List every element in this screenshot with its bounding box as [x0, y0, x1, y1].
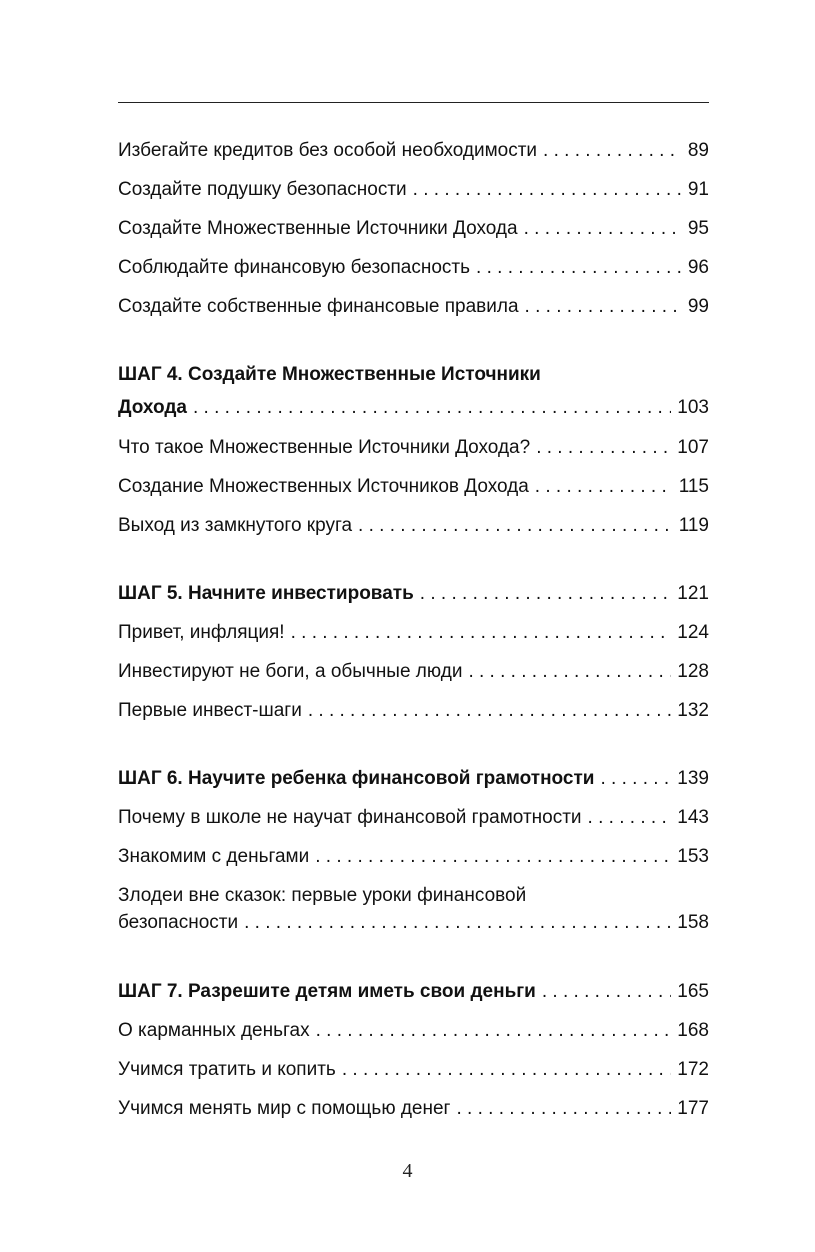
dot-leader — [358, 514, 673, 538]
chapter-heading-line1[interactable]: ШАГ 4. Создайте Множественные Источники — [118, 364, 541, 385]
toc-entry[interactable] — [118, 1058, 709, 1082]
toc-entry-title: Создайте Множественные Источники Дохода — [118, 218, 518, 239]
top-rule — [118, 102, 709, 103]
toc-entry-title: Создайте подушку безопасности — [118, 179, 407, 200]
dot-leader — [291, 621, 672, 645]
toc-entry[interactable] — [118, 514, 709, 538]
chapter-page: 165 — [677, 981, 709, 1002]
chapter-heading-line2: Дохода — [118, 397, 187, 418]
toc-entry-title: Выход из замкнутого круга — [118, 515, 353, 536]
toc-entry-title: Почему в школе не научат финансовой грамотности — [118, 807, 582, 828]
toc-entry-page: 158 — [677, 912, 709, 933]
toc-entry-page: 119 — [678, 515, 709, 536]
toc-entry-title: Знакомим с деньгами — [118, 846, 310, 867]
toc-entry[interactable] — [118, 660, 709, 684]
toc-entry-page: 124 — [677, 622, 709, 643]
toc-entry-title: Учимся тратить и копить — [118, 1059, 336, 1080]
toc-entry-page: 128 — [677, 661, 709, 682]
toc-entry[interactable] — [118, 806, 709, 830]
dot-leader — [315, 845, 671, 869]
page-number: 4 — [402, 1160, 413, 1182]
toc-entry[interactable] — [118, 256, 709, 280]
toc-entry-page: 153 — [677, 846, 709, 867]
toc-entry-page: 107 — [677, 437, 709, 458]
dot-leader — [476, 256, 682, 280]
chapter-page: 139 — [677, 768, 709, 789]
toc-entry[interactable] — [118, 217, 709, 241]
toc-entry-page: 115 — [678, 476, 709, 497]
toc-entry-page: 143 — [677, 807, 709, 828]
dot-leader — [535, 475, 673, 499]
toc-entry-page: 132 — [677, 700, 709, 721]
toc-entry-title: Инвестируют не боги, а обычные люди — [118, 661, 463, 682]
toc-entry-page: 91 — [687, 179, 709, 200]
toc-entry-page: 89 — [687, 140, 709, 161]
dot-leader — [413, 178, 682, 202]
toc-entry-title: Избегайте кредитов без особой необходимости — [118, 140, 538, 161]
dot-leader — [308, 699, 671, 723]
dot-leader — [600, 767, 671, 791]
toc-entry-title: Создайте собственные финансовые правила — [118, 296, 519, 317]
toc-entry-title: Первые инвест-шаги — [118, 700, 302, 721]
dot-leader — [536, 436, 671, 460]
toc-entry[interactable] — [118, 1097, 709, 1121]
chapter-page: 121 — [677, 583, 709, 604]
dot-leader — [193, 396, 671, 420]
chapter-heading[interactable] — [118, 980, 709, 1004]
dot-leader — [543, 139, 682, 163]
dot-leader — [588, 806, 672, 830]
chapter-heading-title: ШАГ 5. Начните инвестировать — [118, 583, 414, 604]
toc-entry-title: О карманных деньгах — [118, 1020, 310, 1041]
toc-entry-page: 95 — [687, 218, 709, 239]
toc-entry[interactable] — [118, 436, 709, 460]
dot-leader — [525, 295, 682, 319]
toc-entry[interactable] — [118, 178, 709, 202]
toc-entry[interactable] — [118, 845, 709, 869]
dot-leader — [542, 980, 671, 1004]
toc-entry-title-line1[interactable]: Злодеи вне сказок: первые уроки финансовой — [118, 885, 527, 906]
chapter-heading-title: ШАГ 6. Научите ребенка финансовой грамотности — [118, 768, 595, 789]
toc-entry-page: 172 — [677, 1059, 709, 1080]
dot-leader — [342, 1058, 671, 1082]
chapter-heading[interactable] — [118, 582, 709, 606]
chapter-page: 103 — [677, 397, 709, 418]
toc-entry-page: 168 — [677, 1020, 709, 1041]
toc-entry[interactable] — [118, 699, 709, 723]
toc-entry-title: Учимся менять мир с помощью денег — [118, 1098, 451, 1119]
toc-entry[interactable] — [118, 1019, 709, 1043]
toc-entry-page: 177 — [677, 1098, 709, 1119]
toc-entry[interactable] — [118, 139, 709, 163]
dot-leader — [316, 1019, 672, 1043]
toc-entry[interactable] — [118, 621, 709, 645]
toc-entry[interactable] — [118, 475, 709, 499]
toc-entry-title: Привет, инфляция! — [118, 622, 285, 643]
toc-entry[interactable] — [118, 295, 709, 319]
chapter-heading-title: ШАГ 7. Разрешите детям иметь свои деньги — [118, 981, 536, 1002]
dot-leader — [244, 911, 671, 935]
dot-leader — [524, 217, 682, 241]
toc-entry-title: Что такое Множественные Источники Дохода? — [118, 437, 531, 458]
chapter-heading[interactable] — [118, 396, 709, 420]
dot-leader — [420, 582, 672, 606]
toc-entry[interactable] — [118, 911, 709, 935]
dot-leader — [457, 1097, 672, 1121]
toc-entry-page: 96 — [687, 257, 709, 278]
chapter-heading[interactable] — [118, 767, 709, 791]
toc-entry-page: 99 — [687, 296, 709, 317]
dot-leader — [468, 660, 671, 684]
toc-entry-title: Соблюдайте финансовую безопасность — [118, 257, 471, 278]
toc-entry-title-line2: безопасности — [118, 912, 239, 933]
toc-entry-title: Создание Множественных Источников Дохода — [118, 476, 529, 497]
